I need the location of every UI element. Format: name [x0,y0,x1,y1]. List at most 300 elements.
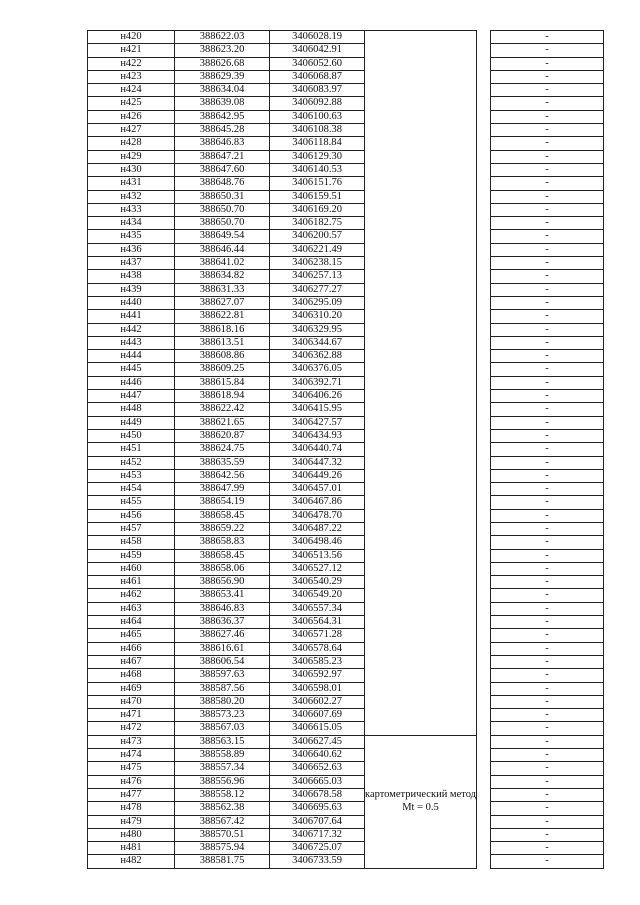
x-coordinate-cell: 388557.34 [175,762,270,775]
table-row [88,203,604,216]
table-row [88,243,604,256]
description-cell: - [491,150,604,163]
table-row [88,709,604,722]
description-cell: - [491,722,604,735]
description-cell: - [491,44,604,57]
x-coordinate-cell: 388650.70 [175,217,270,230]
table-row [88,84,604,97]
y-coordinate-cell: 3406362.88 [270,350,365,363]
description-cell: - [491,616,604,629]
x-coordinate-cell: 388659.22 [175,522,270,535]
y-coordinate-cell: 3406652.63 [270,762,365,775]
spacer-cell [477,230,491,243]
spacer-cell [477,137,491,150]
x-coordinate-cell: 388649.54 [175,230,270,243]
description-cell: - [491,190,604,203]
table-row [88,549,604,562]
x-coordinate-cell: 388556.96 [175,775,270,788]
point-id-cell: н472 [88,722,175,735]
description-cell: - [491,323,604,336]
point-id-cell: н426 [88,110,175,123]
spacer-cell [477,31,491,44]
spacer-cell [477,84,491,97]
y-coordinate-cell: 3406427.57 [270,416,365,429]
y-coordinate-cell: 3406527.12 [270,562,365,575]
point-id-cell: н428 [88,137,175,150]
x-coordinate-cell: 388642.95 [175,110,270,123]
spacer-cell [477,243,491,256]
y-coordinate-cell: 3406068.87 [270,70,365,83]
y-coordinate-cell: 3406440.74 [270,443,365,456]
y-coordinate-cell: 3406457.01 [270,483,365,496]
y-coordinate-cell: 3406376.05 [270,363,365,376]
table-row [88,376,604,389]
x-coordinate-cell: 388639.08 [175,97,270,110]
point-id-cell: н450 [88,429,175,442]
x-coordinate-cell: 388658.06 [175,562,270,575]
description-cell: - [491,576,604,589]
table-row [88,429,604,442]
table-row [88,190,604,203]
description-cell: - [491,496,604,509]
table-row [88,296,604,309]
x-coordinate-cell: 388575.94 [175,842,270,855]
y-coordinate-cell: 3406415.95 [270,403,365,416]
x-coordinate-cell: 388648.76 [175,177,270,190]
spacer-cell [477,842,491,855]
y-coordinate-cell: 3406678.58 [270,788,365,801]
spacer-cell [477,855,491,868]
y-coordinate-cell: 3406540.29 [270,576,365,589]
spacer-cell [477,363,491,376]
description-cell: - [491,124,604,137]
y-coordinate-cell: 3406725.07 [270,842,365,855]
description-cell: - [491,310,604,323]
description-cell: - [491,655,604,668]
spacer-cell [477,110,491,123]
table-row [88,110,604,123]
spacer-cell [477,257,491,270]
point-id-cell: н420 [88,31,175,44]
spacer-cell [477,788,491,801]
spacer-cell [477,669,491,682]
description-cell: - [491,283,604,296]
table-row [88,642,604,655]
table-row [88,842,604,855]
y-coordinate-cell: 3406159.51 [270,190,365,203]
description-cell: - [491,70,604,83]
y-coordinate-cell: 3406557.34 [270,602,365,615]
y-coordinate-cell: 3406238.15 [270,257,365,270]
point-id-cell: н453 [88,469,175,482]
point-id-cell: н451 [88,443,175,456]
y-coordinate-cell: 3406392.71 [270,376,365,389]
description-cell: - [491,376,604,389]
point-id-cell: н459 [88,549,175,562]
x-coordinate-cell: 388622.81 [175,310,270,323]
point-id-cell: н431 [88,177,175,190]
point-id-cell: н475 [88,762,175,775]
x-coordinate-cell: 388624.75 [175,443,270,456]
table-row [88,616,604,629]
x-coordinate-cell: 388618.16 [175,323,270,336]
description-cell: - [491,350,604,363]
spacer-cell [477,456,491,469]
x-coordinate-cell: 388623.20 [175,44,270,57]
spacer-cell [477,642,491,655]
table-row [88,775,604,788]
description-cell: - [491,709,604,722]
y-coordinate-cell: 3406602.27 [270,695,365,708]
description-cell: - [491,163,604,176]
description-cell: - [491,217,604,230]
table-row [88,350,604,363]
point-id-cell: н467 [88,655,175,668]
point-id-cell: н429 [88,150,175,163]
x-coordinate-cell: 388567.42 [175,815,270,828]
description-cell: - [491,203,604,216]
spacer-cell [477,616,491,629]
description-cell: - [491,257,604,270]
description-cell: - [491,443,604,456]
table-row [88,97,604,110]
y-coordinate-cell: 3406707.64 [270,815,365,828]
point-id-cell: н445 [88,363,175,376]
spacer-cell [477,217,491,230]
x-coordinate-cell: 388615.84 [175,376,270,389]
y-coordinate-cell: 3406640.62 [270,749,365,762]
spacer-cell [477,270,491,283]
spacer-cell [477,496,491,509]
point-id-cell: н482 [88,855,175,868]
x-coordinate-cell: 388653.41 [175,589,270,602]
description-cell: - [491,243,604,256]
table-row [88,522,604,535]
x-coordinate-cell: 388658.45 [175,549,270,562]
spacer-cell [477,483,491,496]
spacer-cell [477,310,491,323]
y-coordinate-cell: 3406028.19 [270,31,365,44]
coordinates-table [87,30,604,869]
x-coordinate-cell: 388635.59 [175,456,270,469]
spacer-cell [477,376,491,389]
point-id-cell: н476 [88,775,175,788]
point-id-cell: н474 [88,749,175,762]
point-id-cell: н480 [88,828,175,841]
description-cell: - [491,296,604,309]
method-cell [365,31,477,736]
spacer-cell [477,190,491,203]
point-id-cell: н438 [88,270,175,283]
description-cell: - [491,855,604,868]
table-row [88,177,604,190]
point-id-cell: н443 [88,336,175,349]
spacer-cell [477,576,491,589]
table-row [88,44,604,57]
point-id-cell: н444 [88,350,175,363]
x-coordinate-cell: 388622.42 [175,403,270,416]
spacer-cell [477,150,491,163]
x-coordinate-cell: 388647.21 [175,150,270,163]
description-cell: - [491,815,604,828]
x-coordinate-cell: 388634.82 [175,270,270,283]
spacer-cell [477,509,491,522]
spacer-cell [477,97,491,110]
description-cell: - [491,390,604,403]
y-coordinate-cell: 3406257.13 [270,270,365,283]
description-cell: - [491,602,604,615]
spacer-cell [477,403,491,416]
x-coordinate-cell: 388642.56 [175,469,270,482]
table-row [88,70,604,83]
coordinates-table-body [88,31,604,869]
y-coordinate-cell: 3406118.84 [270,137,365,150]
point-id-cell: н462 [88,589,175,602]
spacer-cell [477,735,491,748]
point-id-cell: н473 [88,735,175,748]
description-cell: - [491,483,604,496]
x-coordinate-cell: 388620.87 [175,429,270,442]
description-cell: - [491,682,604,695]
table-row [88,655,604,668]
spacer-cell [477,163,491,176]
point-id-cell: н456 [88,509,175,522]
description-cell: - [491,629,604,642]
description-cell: - [491,562,604,575]
table-row [88,456,604,469]
x-coordinate-cell: 388567.03 [175,722,270,735]
description-cell: - [491,177,604,190]
spacer-cell [477,522,491,535]
point-id-cell: н452 [88,456,175,469]
description-cell: - [491,536,604,549]
spacer-cell [477,350,491,363]
x-coordinate-cell: 388646.44 [175,243,270,256]
y-coordinate-cell: 3406129.30 [270,150,365,163]
table-row [88,589,604,602]
x-coordinate-cell: 388650.70 [175,203,270,216]
y-coordinate-cell: 3406467.86 [270,496,365,509]
y-coordinate-cell: 3406607.69 [270,709,365,722]
spacer-cell [477,44,491,57]
table-row [88,669,604,682]
description-cell: - [491,842,604,855]
x-coordinate-cell: 388562.38 [175,802,270,815]
description-cell: - [491,735,604,748]
y-coordinate-cell: 3406092.88 [270,97,365,110]
y-coordinate-cell: 3406052.60 [270,57,365,70]
point-id-cell: н434 [88,217,175,230]
y-coordinate-cell: 3406200.57 [270,230,365,243]
table-row [88,283,604,296]
y-coordinate-cell: 3406221.49 [270,243,365,256]
table-row [88,576,604,589]
y-coordinate-cell: 3406665.03 [270,775,365,788]
x-coordinate-cell: 388641.02 [175,257,270,270]
y-coordinate-cell: 3406585.23 [270,655,365,668]
spacer-cell [477,429,491,442]
point-id-cell: н478 [88,802,175,815]
y-coordinate-cell: 3406733.59 [270,855,365,868]
point-id-cell: н433 [88,203,175,216]
y-coordinate-cell: 3406151.76 [270,177,365,190]
point-id-cell: н458 [88,536,175,549]
spacer-cell [477,124,491,137]
description-cell: - [491,695,604,708]
y-coordinate-cell: 3406478.70 [270,509,365,522]
y-coordinate-cell: 3406182.75 [270,217,365,230]
point-id-cell: н449 [88,416,175,429]
y-coordinate-cell: 3406344.67 [270,336,365,349]
y-coordinate-cell: 3406564.31 [270,616,365,629]
x-coordinate-cell: 388631.33 [175,283,270,296]
point-id-cell: н460 [88,562,175,575]
spacer-cell [477,536,491,549]
description-cell: - [491,230,604,243]
description-cell: - [491,828,604,841]
spacer-cell [477,709,491,722]
x-coordinate-cell: 388580.20 [175,695,270,708]
y-coordinate-cell: 3406042.91 [270,44,365,57]
table-row [88,788,604,801]
spacer-cell [477,323,491,336]
spacer-cell [477,629,491,642]
point-id-cell: н481 [88,842,175,855]
point-id-cell: н440 [88,296,175,309]
y-coordinate-cell: 3406277.27 [270,283,365,296]
x-coordinate-cell: 388626.68 [175,57,270,70]
table-row [88,390,604,403]
point-id-cell: н425 [88,97,175,110]
x-coordinate-cell: 388558.12 [175,788,270,801]
x-coordinate-cell: 388606.54 [175,655,270,668]
spacer-cell [477,828,491,841]
spacer-cell [477,549,491,562]
x-coordinate-cell: 388608.86 [175,350,270,363]
description-cell: - [491,403,604,416]
table-row [88,762,604,775]
x-coordinate-cell: 388573.23 [175,709,270,722]
table-row [88,270,604,283]
x-coordinate-cell: 388654.19 [175,496,270,509]
spacer-cell [477,695,491,708]
table-row [88,562,604,575]
table-row [88,722,604,735]
table-row [88,682,604,695]
y-coordinate-cell: 3406695.63 [270,802,365,815]
point-id-cell: н442 [88,323,175,336]
spacer-cell [477,336,491,349]
x-coordinate-cell: 388558.89 [175,749,270,762]
spacer-cell [477,775,491,788]
point-id-cell: н468 [88,669,175,682]
point-id-cell: н447 [88,390,175,403]
point-id-cell: н454 [88,483,175,496]
spacer-cell [477,57,491,70]
y-coordinate-cell: 3406717.32 [270,828,365,841]
point-id-cell: н466 [88,642,175,655]
point-id-cell: н465 [88,629,175,642]
x-coordinate-cell: 388627.07 [175,296,270,309]
point-id-cell: н421 [88,44,175,57]
point-id-cell: н477 [88,788,175,801]
table-row [88,469,604,482]
table-row [88,695,604,708]
table-row [88,323,604,336]
spacer-cell [477,283,491,296]
table-row [88,855,604,868]
point-id-cell: н424 [88,84,175,97]
table-row [88,815,604,828]
point-id-cell: н470 [88,695,175,708]
x-coordinate-cell: 388609.25 [175,363,270,376]
x-coordinate-cell: 388650.31 [175,190,270,203]
spacer-cell [477,682,491,695]
table-row [88,629,604,642]
description-cell: - [491,522,604,535]
y-coordinate-cell: 3406615.05 [270,722,365,735]
description-cell: - [491,469,604,482]
table-row [88,602,604,615]
y-coordinate-cell: 3406578.64 [270,642,365,655]
x-coordinate-cell: 388587.56 [175,682,270,695]
y-coordinate-cell: 3406140.53 [270,163,365,176]
description-cell: - [491,57,604,70]
table-row [88,496,604,509]
y-coordinate-cell: 3406627.45 [270,735,365,748]
description-cell: - [491,31,604,44]
y-coordinate-cell: 3406549.20 [270,589,365,602]
point-id-cell: н441 [88,310,175,323]
table-row [88,137,604,150]
y-coordinate-cell: 3406100.63 [270,110,365,123]
x-coordinate-cell: 388658.83 [175,536,270,549]
table-row [88,509,604,522]
spacer-cell [477,177,491,190]
spacer-cell [477,722,491,735]
y-coordinate-cell: 3406447.32 [270,456,365,469]
description-cell: - [491,762,604,775]
description-cell: - [491,97,604,110]
spacer-cell [477,749,491,762]
spacer-cell [477,390,491,403]
description-cell: - [491,669,604,682]
point-id-cell: н464 [88,616,175,629]
spacer-cell [477,443,491,456]
x-coordinate-cell: 388570.51 [175,828,270,841]
x-coordinate-cell: 388621.65 [175,416,270,429]
spacer-cell [477,296,491,309]
spacer-cell [477,203,491,216]
point-id-cell: н423 [88,70,175,83]
table-row [88,735,604,748]
spacer-cell [477,562,491,575]
y-coordinate-cell: 3406513.56 [270,549,365,562]
spacer-cell [477,589,491,602]
y-coordinate-cell: 3406083.97 [270,84,365,97]
x-coordinate-cell: 388647.99 [175,483,270,496]
y-coordinate-cell: 3406295.09 [270,296,365,309]
spacer-cell [477,762,491,775]
x-coordinate-cell: 388656.90 [175,576,270,589]
y-coordinate-cell: 3406498.46 [270,536,365,549]
description-cell: - [491,788,604,801]
x-coordinate-cell: 388613.51 [175,336,270,349]
point-id-cell: н436 [88,243,175,256]
point-id-cell: н471 [88,709,175,722]
y-coordinate-cell: 3406598.01 [270,682,365,695]
point-id-cell: н437 [88,257,175,270]
